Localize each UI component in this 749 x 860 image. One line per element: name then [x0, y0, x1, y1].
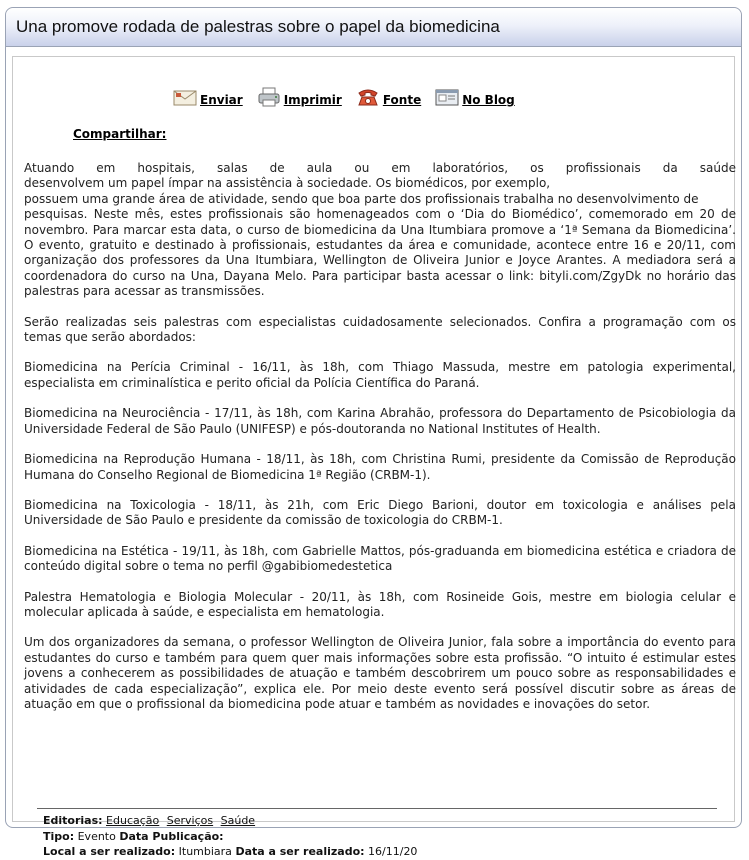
- editoria-link[interactable]: Saúde: [220, 814, 256, 827]
- editoria-link[interactable]: Educação: [106, 814, 160, 827]
- paragraph: Biomedicina na Neurociência - 17/11, às 18h, com Karina Abrahão, professora do Departamento de Psicobiologia da Universidade Federal de São Paulo (UNIFESP) e pós-doutoranda no National Institutes of Health.: [24, 406, 736, 436]
- article-meta: [43, 813, 417, 860]
- tipo-value: Evento: [77, 829, 116, 843]
- telephone-icon: [356, 87, 380, 107]
- intro-line: pesquisas. Neste mês, estes profissionais são homenageados com o ‘Dia do Biomédico’, comemorado em 20 de novembro. Para marcar esta data, o curso de biomedicina da Una Itumbiara promove a ‘1ª Semana da Biomedicina’. O evento, gratuito e destinado à profissionais, estudantes da área e comunidade, acontece entre 16 e 20/11, com organização dos professores da Una Itumbiara, Wellington de Oliveira Junior e Joyce Arantes. A mediadora será a coordenadora do curso na Una, Dayana Melo. Para participar basta acessar o link: bityli.com/ZgyDk no horário das palestras para acessar as transmissões.: [24, 207, 736, 299]
- data-realizacao-value: 16/11/20: [368, 845, 418, 858]
- intro-paragraph: [24, 161, 736, 300]
- source-label: Fonte: [382, 93, 422, 107]
- share-link[interactable]: Compartilhar:: [73, 127, 167, 141]
- printer-icon: [257, 87, 281, 107]
- editorias-row: [43, 813, 417, 829]
- article-body-container: [12, 56, 736, 858]
- send-button[interactable]: [173, 87, 243, 107]
- blog-button[interactable]: [435, 87, 515, 107]
- local-value: Itumbiara: [178, 845, 232, 858]
- editoria-link[interactable]: Serviços: [166, 814, 214, 827]
- data-realizacao-label: Data a ser realizado:: [235, 845, 365, 858]
- paragraph: Biomedicina na Estética - 19/11, às 18h, com Gabrielle Mattos, pós-graduanda em biomedicina estética e criadora de conteúdo digital sobre o tema no perfil @gabibiomedestetica: [24, 543, 736, 574]
- page-title: Una promove rodada de palestras sobre o papel da biomedicina: [6, 8, 741, 47]
- local-label: Local a ser realizado:: [43, 845, 176, 858]
- paragraph: Serão realizadas seis palestras com especialistas cuidadosamente selecionados. Confira a programação com os temas que serão abordados:: [24, 314, 736, 345]
- article-panel: [5, 7, 742, 858]
- intro-line: Atuando em hospitais, salas de aula ou em laboratórios, os profissionais da saúde: [24, 161, 736, 175]
- blog-label: No Blog: [462, 93, 515, 107]
- paragraph: Biomedicina na Toxicologia - 18/11, às 21h, com Eric Diego Barioni, doutor em toxicologia e análises pela Universidade de São Paulo e presidente da comissão de toxicologia do CRBM-1.: [24, 497, 736, 528]
- source-button[interactable]: [356, 87, 421, 107]
- data-publicacao-label: Data Publicação:: [119, 829, 224, 843]
- paragraph: Biomedicina na Perícia Criminal - 16/11, às 18h, com Thiago Massuda, mestre em patologia experimental, especialista em criminalística e perito oficial da Polícia Científica do Paraná.: [24, 360, 736, 390]
- send-label: Enviar: [200, 93, 243, 107]
- article-toolbar: [173, 87, 515, 107]
- print-button[interactable]: [257, 87, 342, 107]
- tipo-row: [43, 829, 417, 845]
- paragraph: Palestra Hematologia e Biologia Molecular - 20/11, às 18h, com Rosineide Gois, mestre em biologia celular e molecular aplicada à saúde, e especialista em hematologia.: [24, 589, 736, 619]
- paragraph: Biomedicina na Reprodução Humana - 18/11, às 18h, com Christina Rumi, presidente da Comissão de Reprodução Humana do Conselho Regional de Biomedicina 1ª Região (CRBM-1).: [24, 452, 736, 482]
- print-label: Imprimir: [283, 93, 342, 107]
- intro-line: possuem uma grande área de atividade, sendo que boa parte dos profissionais trabalha no desenvolvimento de: [24, 191, 699, 206]
- intro-line: desenvolvem um papel ímpar na assistência à sociedade. Os biomédicos, por exemplo,: [24, 176, 551, 191]
- editorias-label: Editorias:: [43, 814, 103, 827]
- local-row: [43, 844, 417, 860]
- tipo-label: Tipo:: [43, 829, 75, 843]
- paragraph: Um dos organizadores da semana, o professor Wellington de Oliveira Junior, fala sobre a importância do evento para estudantes do curso e também para quem quer mais informações sobre esta profissão. “O intuito é estimular estes jovens a conhecerem as possibilidades de atuação e também descobrirem um pouco sobre as responsabilidades e atividades de cada especialização”, explica ele. Por meio deste evento será possível discutir sobre as áreas de atuação em que o profissional da biomedicina pode atuar e também as novidades e inovações do setor.: [24, 635, 736, 711]
- envelope-icon: [173, 87, 197, 107]
- blog-icon: [435, 87, 459, 107]
- divider: [37, 808, 717, 809]
- article-text: [24, 161, 736, 727]
